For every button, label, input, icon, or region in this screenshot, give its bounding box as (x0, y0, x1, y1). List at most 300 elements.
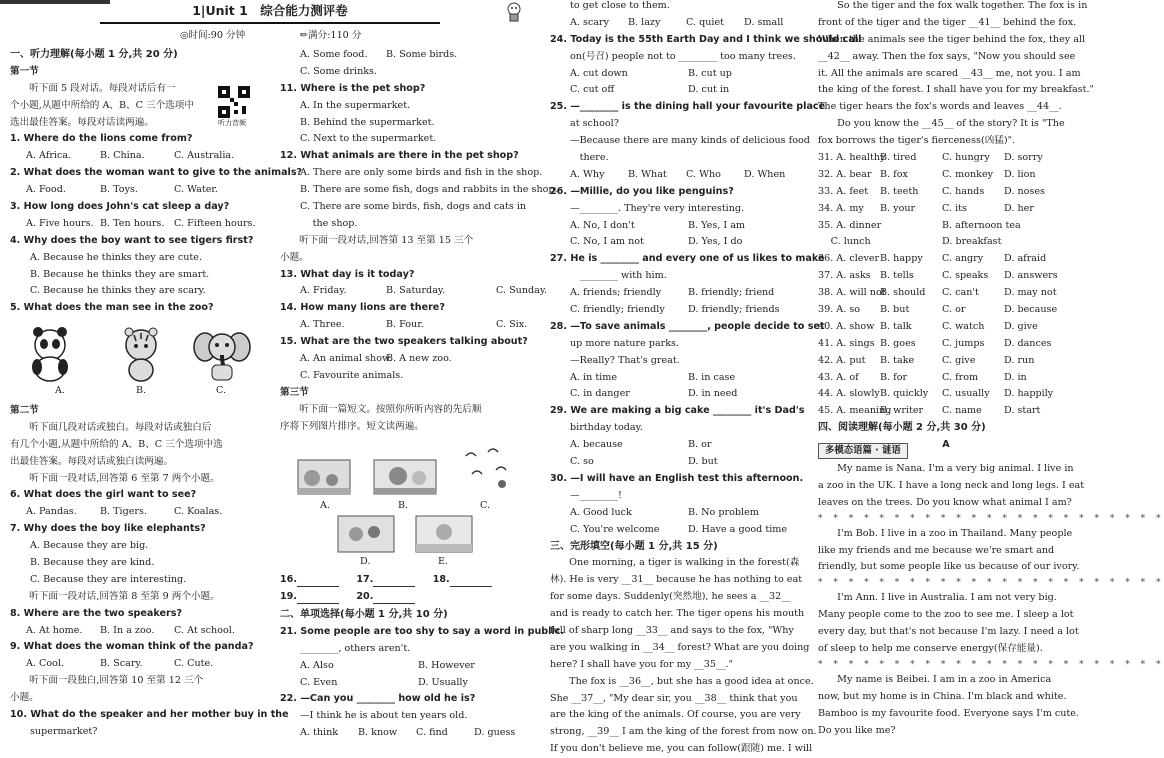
option-choice[interactable]: B. However (418, 659, 475, 671)
option-choice[interactable]: C. watch (942, 320, 985, 332)
option-choice[interactable]: D. afraid (1004, 253, 1047, 265)
option-choice[interactable]: C. quiet (686, 16, 725, 28)
paragraph-line: 小题。 (10, 692, 39, 704)
option-row (818, 319, 1074, 336)
paragraph-line: The fox is __36__, but she has a good idea at once. (550, 675, 814, 687)
option-choice[interactable]: D. start (1004, 405, 1041, 417)
paragraph-line: now, but my home is in China. I'm black and white. (818, 690, 1067, 702)
paragraph-line: One morning, a tiger is walking in the forest(森 (550, 557, 800, 569)
paragraph-line: it. All the animals are scared __43__ me, not you. I am (818, 67, 1081, 79)
option-choice[interactable]: A. Food. (26, 184, 66, 196)
answer-blank-16[interactable] (297, 573, 339, 587)
option-choice[interactable]: C. lunch (818, 236, 871, 248)
option-row (818, 234, 1074, 251)
option-choice[interactable]: D. Yes, I do (688, 236, 743, 248)
option-choice[interactable]: C. Water. (174, 184, 218, 196)
option-choice[interactable]: C. You're welcome (570, 523, 660, 535)
option-choice[interactable]: C. can't (942, 287, 979, 299)
indented-line: C. There are some birds, fish, dogs and cats in (300, 201, 527, 213)
option-choice[interactable]: 42. A. put (818, 354, 866, 366)
paragraph-line: of sleep to help me conserve energy(保存能量). (818, 643, 1043, 655)
option-row (10, 623, 268, 640)
option-choice[interactable]: B. Scary. (100, 658, 143, 670)
option-choice[interactable]: B. goes (880, 337, 916, 349)
panda-icon (20, 325, 80, 383)
option-row (550, 285, 806, 302)
option-choice[interactable]: 45. A. meaning (818, 405, 892, 417)
option-choice[interactable]: D. small (744, 16, 784, 28)
subsection-heading: 第一节 (10, 65, 39, 77)
option-row (818, 353, 1074, 370)
paragraph-line: She __37__, "My dear sir, you __38__ think that you (550, 692, 798, 704)
answer-num-17: 17. (356, 574, 374, 585)
paragraph-line: 听下面一段独白,回答第 10 至第 12 三个 (10, 675, 204, 687)
option-choice[interactable]: B. China. (100, 150, 145, 162)
paragraph-line: 序将下列图片排序。短文读两遍。 (280, 420, 424, 432)
answer-blank-19[interactable] (297, 590, 339, 604)
page-title: 1|Unit 1 综合能力测评卷 (100, 0, 440, 24)
picture-d-icon (338, 516, 394, 552)
option-choice[interactable]: A. because (570, 439, 623, 451)
pic-label-b: B. (136, 385, 147, 396)
paragraph-line: When the animals see the tiger behind the fox, they all (818, 33, 1086, 45)
indented-line: B. Behind the supermarket. (300, 116, 435, 128)
option-choice[interactable]: D. Have a good time (688, 523, 788, 535)
paragraph-line: 小题。 (280, 251, 309, 263)
paragraph-line: Do you like me? (818, 724, 896, 736)
option-choice[interactable]: B. writer (880, 405, 924, 417)
option-choice[interactable]: D. run (1004, 354, 1035, 366)
option-choice[interactable]: 43. A. of (818, 371, 859, 383)
answer-num-16: 16. (280, 574, 297, 585)
paragraph-line: friendly, but some people like us because of our ivory. (818, 561, 1080, 573)
option-choice[interactable]: B. Ten hours. (100, 217, 165, 229)
picture-e-icon (416, 516, 472, 552)
option-row (550, 302, 806, 319)
option-choice[interactable]: A. No, I don't (570, 219, 635, 231)
option-row (818, 336, 1074, 353)
option-row (818, 285, 1074, 302)
option-choice[interactable]: B. know (358, 727, 398, 739)
option-choice[interactable]: C. At school. (174, 624, 235, 636)
paragraph-line: I'm Bob. I live in a zoo in Thailand. Many people (818, 527, 1073, 539)
option-choice[interactable]: B. lazy (628, 16, 661, 28)
section-heading: 三、完形填空(每小题 1 分,共 15 分) (550, 540, 718, 552)
option-choice[interactable]: B. cut up (688, 67, 732, 79)
paragraph-line: My name is Beibei. I am in a zoo in America (818, 673, 1052, 685)
option-choice[interactable]: C. angry (942, 253, 984, 265)
indented-line: C. Favourite animals. (300, 369, 404, 381)
question-stem: 1. Where do the lions come from? (10, 133, 193, 145)
question-stem: 29. We are making a big cake ________ it's Dad's (550, 405, 805, 417)
section-heading: 四、阅读理解(每小题 2 分,共 30 分) (818, 422, 986, 434)
question-stem: 21. Some people are too shy to say a word in public. (280, 625, 565, 637)
reading-passages (818, 461, 1164, 739)
indented-line: —________. They're very interesting. (570, 202, 745, 214)
option-choice[interactable]: B. for (880, 371, 908, 383)
option-choice[interactable]: D. friendly; friends (688, 304, 780, 316)
option-choice[interactable]: A. Africa. (26, 150, 72, 162)
option-choice[interactable]: C. jumps (942, 337, 985, 349)
option-row (818, 218, 1074, 235)
option-choice[interactable]: C. Who (686, 168, 721, 180)
option-choice[interactable]: B. A new zoo. (386, 353, 452, 365)
question-stem: 2. What does the woman want to give to the animals? (10, 167, 303, 179)
option-choice[interactable]: D. give (1004, 320, 1038, 332)
indented-line: —Really? That's great. (570, 354, 680, 366)
option-choice[interactable]: B. but (880, 304, 910, 316)
question-stem: 22. —Can you ________ how old he is? (280, 693, 476, 705)
option-row (818, 302, 1074, 319)
option-choice[interactable]: A. Five hours. (26, 217, 94, 229)
tiger-icon (116, 325, 166, 383)
paragraph-line: full of sharp long __33__ and says to the fox, "Why (550, 624, 794, 636)
answer-num-19: 19. (280, 590, 297, 602)
option-choice[interactable]: B. take (880, 354, 915, 366)
option-choice[interactable]: A. Cool. (26, 658, 65, 670)
option-choice[interactable]: C. Sunday. (496, 285, 548, 297)
option-row (10, 182, 268, 199)
option-row (550, 234, 806, 251)
paragraph-line: for some days. Suddenly(突然地), he sees a __32__ (550, 591, 791, 603)
reading-tag (818, 443, 908, 460)
option-row (550, 437, 806, 454)
option-choice[interactable]: 41. A. sings (818, 337, 875, 349)
option-choice[interactable]: 37. A. asks (818, 270, 871, 282)
paragraph-line: 听下面一段对话,回答第 8 至第 9 两个小题。 (10, 590, 220, 602)
option-row (280, 351, 532, 368)
answer-blank-17[interactable] (373, 573, 415, 587)
mascot-icon (505, 2, 523, 22)
option-row (10, 656, 268, 673)
option-row (550, 522, 806, 539)
option-choice[interactable]: B. tired (880, 152, 917, 164)
answer-num-18: 18. (432, 574, 450, 585)
option-choice[interactable]: A. At home. (26, 624, 83, 636)
option-choice[interactable]: B. What (628, 168, 667, 180)
option-choice[interactable]: B. Some birds. (386, 49, 458, 60)
indented-line: birthday today. (570, 422, 643, 434)
option-choice[interactable]: C. Koalas. (174, 506, 223, 518)
answer-num-20: 20. (356, 590, 374, 602)
separator-stars: * * * * * * * * * * * * * * * * * * * * * * * (818, 578, 1164, 589)
question-stem: 12. What animals are there in the pet shop? (280, 150, 519, 162)
option-choice[interactable]: B. friendly; friend (688, 287, 775, 299)
answer-blank-18[interactable] (450, 573, 492, 587)
indented-line: A. Because he thinks they are cute. (30, 251, 202, 263)
option-choice[interactable]: B. In a zoo. (100, 624, 155, 636)
option-row (818, 268, 1074, 285)
option-choice[interactable]: C. usually (942, 388, 990, 400)
separator-stars: * * * * * * * * * * * * * * * * * * * * * * * (818, 659, 1164, 670)
option-choice[interactable]: D. answers (1004, 270, 1058, 282)
option-choice[interactable]: C. Six. (496, 319, 528, 331)
paragraph-line: 听下面 5 段对话。每段对话后有一 (10, 82, 176, 94)
option-choice[interactable]: A. in time (570, 371, 618, 383)
option-choice[interactable]: D. her (1004, 202, 1034, 214)
paragraph-line: front of the tiger and the tiger __41__ behind the fox. (818, 16, 1077, 28)
option-choice[interactable]: D. sorry (1004, 152, 1043, 164)
pen-icon: ✏ (300, 30, 309, 41)
column-d (818, 0, 1094, 454)
score-info (300, 28, 361, 45)
question-stem: 6. What does the girl want to see? (10, 489, 197, 501)
option-choice[interactable]: A. Pandas. (26, 506, 77, 518)
question-stem: 28. —To save animals ________, people decide to set (550, 320, 825, 332)
option-choice[interactable]: D. noses (1004, 185, 1045, 197)
seq-label-c: C. (480, 500, 491, 511)
indented-line: A. In the supermarket. (300, 99, 411, 111)
left-page (0, 0, 565, 752)
qr-code (218, 86, 250, 118)
paragraph-line: 林). He is very __31__ because he has nothing to eat (550, 574, 803, 586)
option-choice[interactable]: C. No, I am not (570, 236, 644, 248)
indented-line: supermarket? (30, 725, 98, 737)
paragraph-line: Do you know the __45__ of the story? It is "The (818, 118, 1065, 130)
indented-line: at school? (570, 118, 619, 130)
paragraph-line: 有几个小题,从题中所给的 A、B、C 三个选项中选 (10, 438, 223, 450)
paragraph-line: 听下面一段对话,回答第 6 至第 7 两个小题。 (10, 472, 220, 484)
option-choice[interactable]: 31. A. healthy (818, 152, 886, 164)
option-row (550, 15, 806, 32)
option-choice[interactable]: B. in case (688, 371, 736, 383)
option-choice[interactable]: A. Friday. (300, 285, 347, 297)
reading-tag-label: 多模态语篇 · 谜语 (818, 443, 908, 459)
option-choice[interactable]: B. Toys. (100, 184, 138, 196)
option-choice[interactable]: C. name (942, 405, 982, 417)
question-stem: 27. He is ________ and every one of us likes to make (550, 253, 825, 265)
indented-line: up more nature parks. (570, 337, 680, 349)
paragraph-line: My name is Nana. I'm a very big animal. I live in (818, 463, 1074, 474)
option-choice[interactable]: C. find (416, 727, 448, 739)
paragraph-line: are you walking in __34__ forest? What are you doing (550, 641, 810, 653)
option-row (280, 675, 532, 692)
paragraph-line: 选出最佳答案。每段对话读两遍。 (10, 116, 154, 128)
option-choice[interactable]: C. Australia. (174, 150, 235, 162)
picture-c-icon (458, 444, 516, 494)
option-choice[interactable]: 35. A. dinner (818, 219, 882, 231)
indented-line: A. There are only some birds and fish in the shop. (300, 167, 543, 179)
header-corner-mark (0, 0, 110, 4)
indented-line: on(号召) people not to ________ too many trees. (570, 50, 796, 62)
paragraph-line: If you don't believe me, you can follow(跟随) me. I will (550, 743, 813, 755)
option-row (818, 370, 1074, 387)
answer-blanks (280, 572, 532, 606)
option-row (818, 167, 1074, 184)
option-choice[interactable]: D. Usually (418, 676, 468, 688)
indented-line: ________, others aren't. (300, 642, 411, 654)
indented-line: C. Some drinks. (300, 65, 378, 77)
option-choice[interactable]: A. Three. (300, 319, 345, 331)
column-b-part2 (280, 607, 565, 742)
option-choice[interactable]: B. should (880, 287, 926, 299)
indented-line: —I think he is about ten years old. (300, 710, 468, 722)
option-choice[interactable]: C. in danger (570, 388, 630, 400)
indented-line: the shop. (300, 217, 358, 229)
indented-line: C. Because they are interesting. (30, 573, 187, 585)
option-choice[interactable]: D. When (744, 168, 786, 180)
picture-a-icon (298, 460, 350, 494)
qr-label: 听力音频 (218, 119, 246, 127)
question-stem: 14. How many lions are there? (280, 302, 445, 314)
option-choice[interactable]: B. afternoon tea (942, 219, 1021, 231)
option-choice[interactable]: D. but (688, 456, 718, 468)
option-choice[interactable]: B. Yes, I am (688, 219, 746, 231)
option-row (550, 66, 806, 83)
option-choice[interactable]: A. Why (570, 168, 605, 180)
option-choice[interactable]: D. cut in (688, 84, 730, 96)
option-choice[interactable]: 44. A. slowly (818, 388, 880, 400)
section-heading: 二、单项选择(每小题 1 分,共 10 分) (280, 609, 448, 620)
pic-label-c: C. (216, 385, 227, 396)
option-choice[interactable]: B. talk (880, 320, 912, 332)
option-choice[interactable]: A. friends; friendly (570, 287, 662, 299)
paragraph-line: 听下面一段对话,回答第 13 至第 15 三个 (280, 234, 474, 246)
seq-label-d: D. (360, 556, 371, 567)
answer-blank-20[interactable] (373, 590, 415, 604)
option-choice[interactable]: A. scary (570, 16, 610, 28)
indented-line: —________! (570, 489, 622, 501)
question-stem: 5. What does the man see in the zoo? (10, 302, 214, 314)
option-choice[interactable]: B. your (880, 202, 916, 214)
paragraph-line: 个小题,从题中所给的 A、B、C 三个选项中 (10, 99, 194, 111)
paragraph-line: and is ready to catch her. The tiger opens his mouth (550, 608, 805, 620)
option-choice[interactable]: 39. A. so (818, 304, 861, 316)
paragraph-line: So the tiger and the fox walk together. The fox is in (818, 0, 1088, 11)
option-choice[interactable]: 36. A. clever (818, 253, 880, 265)
paragraph-line: The tiger hears the fox's words and leaves __44__. (818, 101, 1062, 113)
column-b (280, 47, 558, 435)
option-choice[interactable]: C. so (570, 456, 594, 468)
option-choice[interactable]: B. Four. (386, 319, 424, 331)
elephant-icon (192, 325, 252, 383)
paragraph-line: a zoo in the UK. I have a long neck and long legs. I eat (818, 479, 1085, 491)
option-choice[interactable]: D. lion (1004, 168, 1036, 180)
option-choice[interactable]: A. Some food. (300, 49, 368, 60)
option-choice[interactable]: A. cut down (570, 67, 628, 79)
option-choice[interactable]: C. monkey (942, 168, 994, 180)
option-choice[interactable]: C. hands (942, 185, 985, 197)
option-choice[interactable]: A. An animal show. (300, 353, 393, 365)
option-choice[interactable]: D. dances (1004, 337, 1052, 349)
option-choice[interactable]: B. Tigers. (100, 506, 147, 518)
option-choice[interactable]: C. Even (300, 676, 338, 688)
option-choice[interactable]: C. Fifteen hours. (174, 217, 256, 229)
indented-line: C. Next to the supermarket. (300, 133, 437, 145)
option-row (10, 504, 268, 521)
question-stem: 24. Today is the 55th Earth Day and I think we should call (550, 33, 862, 45)
option-choice[interactable]: B. teeth (880, 185, 919, 197)
option-choice[interactable]: A. Also (300, 659, 334, 671)
paragraph-line: 听下面几段对话或独白。每段对话或独白后 (10, 421, 212, 433)
option-choice[interactable]: 40. A. show (818, 320, 875, 332)
option-choice[interactable]: D. may not (1004, 287, 1057, 299)
paragraph-line: strong, __39__ I am the king of the forest from now on. (550, 726, 817, 738)
paragraph-line: are the king of the animals. Of course, you are very (550, 709, 801, 721)
option-row (10, 216, 268, 233)
option-choice[interactable]: B. tells (880, 270, 914, 282)
indented-line: there. (570, 152, 609, 164)
option-choice[interactable]: 34. A. my (818, 202, 864, 214)
question-stem: 26. —Millie, do you like penguins? (550, 185, 734, 197)
subsection-heading: 第三节 (280, 386, 309, 398)
paragraph-line: Many people come to the zoo to see me. I sleep a lot (818, 609, 1074, 621)
option-choice[interactable]: 38. A. will not (818, 287, 886, 299)
paragraph-line: 出最佳答案。每段对话或独白读两遍。 (10, 455, 174, 467)
paragraph-line: Bamboo is my favourite food. Everyone says I'm cute. (818, 707, 1079, 719)
question-stem: 13. What day is it today? (280, 268, 415, 280)
right-page (540, 0, 1164, 755)
option-choice[interactable]: C. give (942, 354, 976, 366)
option-choice[interactable]: 32. A. bear (818, 168, 872, 180)
passage-letter: A (942, 439, 950, 451)
option-row (280, 317, 532, 334)
option-choice[interactable]: C. or (942, 304, 966, 316)
option-choice[interactable]: A. Good luck (570, 506, 632, 518)
option-choice[interactable]: D. in need (688, 388, 738, 400)
indented-line: A. Because they are big. (30, 540, 149, 552)
option-choice[interactable]: D. happily (1004, 388, 1054, 400)
seq-label-b: B. (398, 500, 409, 511)
question-stem: 7. Why does the boy like elephants? (10, 523, 206, 535)
option-choice[interactable]: B. or (688, 439, 712, 451)
option-row (550, 82, 806, 99)
pic-label-a: A. (55, 385, 65, 396)
option-choice[interactable]: C. its (942, 202, 967, 214)
option-choice[interactable]: C. speaks (942, 270, 989, 282)
option-choice[interactable]: D. in (1004, 371, 1027, 383)
option-choice[interactable]: D. guess (474, 727, 516, 739)
header-bar (0, 0, 538, 24)
question-stem: 25. —________ is the dining hall your favourite place (550, 101, 826, 113)
paragraph-line: leaves on the trees. Do you know what animal I am? (818, 496, 1072, 508)
option-row (818, 201, 1074, 218)
indented-line: B. There are some fish, dogs and rabbits in the shop. (300, 184, 558, 196)
option-row (818, 386, 1074, 403)
seq-label-e: E. (438, 556, 449, 567)
option-choice[interactable]: C. friendly; friendly (570, 304, 665, 316)
indented-line: —Because there are many kinds of delicious food (570, 135, 810, 147)
paragraph-line: the king of the forest. I shall have you for my breakfast." (818, 84, 1094, 96)
option-row (280, 658, 532, 675)
option-choice[interactable]: B. Saturday. (386, 285, 446, 297)
paragraph-line: __42__ away. Then the fox says, "Now you should see (818, 50, 1076, 62)
option-row (818, 251, 1074, 268)
question-stem: 8. Where are the two speakers? (10, 607, 183, 619)
option-choice[interactable]: B. No problem (688, 506, 759, 518)
option-choice[interactable]: B. fox (880, 168, 908, 180)
option-choice[interactable]: C. cut off (570, 84, 615, 96)
indented-line: ________ with him. (570, 270, 667, 282)
separator-stars: * * * * * * * * * * * * * * * * * * * * * * * (818, 513, 1164, 524)
option-choice[interactable]: C. from (942, 371, 979, 383)
option-row (550, 454, 806, 471)
option-choice[interactable]: C. hungry (942, 152, 990, 164)
option-choice[interactable]: A. think (300, 727, 339, 739)
option-choice[interactable]: D. because (1004, 304, 1058, 316)
option-row (550, 167, 806, 184)
seq-label-a: A. (320, 500, 330, 511)
option-choice[interactable]: B. quickly (880, 388, 929, 400)
option-choice[interactable]: B. happy (880, 253, 923, 265)
option-row (280, 725, 532, 742)
option-choice[interactable]: C. Cute. (174, 658, 214, 670)
question-stem: 11. Where is the pet shop? (280, 82, 426, 94)
option-choice[interactable]: 33. A. feet (818, 185, 869, 197)
option-choice[interactable]: D. breakfast (942, 236, 1002, 248)
paragraph-line: I'm Ann. I live in Australia. I am not very big. (818, 592, 1057, 604)
option-row (550, 386, 806, 403)
